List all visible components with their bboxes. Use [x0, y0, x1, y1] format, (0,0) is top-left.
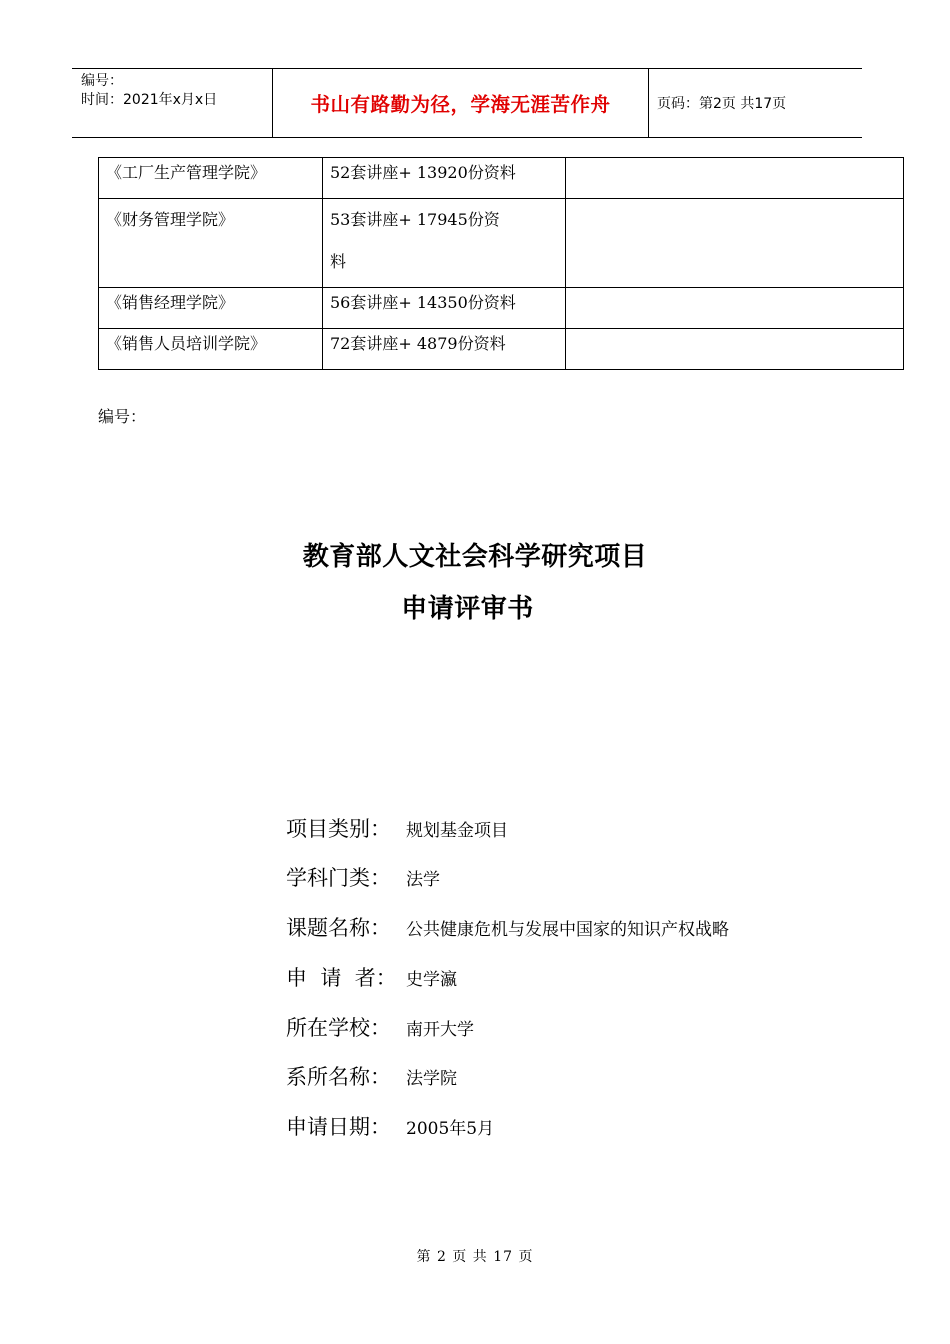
field-discipline: [286, 860, 440, 894]
field-label: 申请日期：: [286, 1115, 391, 1139]
table-cell-extra: [566, 158, 904, 199]
table-cell-content: 52套讲座+ 13920份资料: [323, 158, 566, 199]
table-cell-content: [323, 199, 566, 288]
header-time: 时间：2021年x月x日: [81, 92, 218, 108]
table-cell-content-line: 53套讲座+ 17945份资: [330, 210, 500, 229]
field-label: 申 请 者：: [286, 966, 397, 990]
field-department: [286, 1059, 457, 1093]
table-row: [99, 288, 904, 329]
serial-number-label: 编号：: [98, 407, 147, 426]
table-cell-extra: [566, 329, 904, 370]
field-value: 2005年5月: [406, 1118, 495, 1139]
table-cell-content-line: 料: [330, 252, 347, 271]
field-label: 所在学校：: [286, 1016, 391, 1040]
field-label: 学科门类：: [286, 866, 391, 890]
table-cell-name: 《销售经理学院》: [99, 288, 323, 329]
table-cell-extra: [566, 288, 904, 329]
page-footer: 第 2 页 共 17 页: [416, 1249, 534, 1265]
field-value: 史学瀛: [406, 969, 457, 990]
table-cell-name: 《销售人员培训学院》: [99, 329, 323, 370]
document-subtitle: 申请评审书: [401, 594, 534, 624]
field-application-date: [286, 1109, 494, 1143]
table-cell-extra: [566, 199, 904, 288]
header-meta: [81, 72, 217, 110]
field-value: 法学: [406, 869, 440, 890]
field-value: 南开大学: [406, 1019, 474, 1040]
field-school: [286, 1010, 474, 1044]
table-cell-content: 72套讲座+ 4879份资料: [323, 329, 566, 370]
field-value: 公共健康危机与发展中国家的知识产权战略: [406, 919, 729, 940]
header-motto: 书山有路勤为径，学海无涯苦作舟: [310, 93, 611, 116]
header-page-info: 页码：第2页 共17页: [657, 96, 787, 112]
header-divider: [648, 69, 649, 137]
header-number-label: 编号：: [81, 73, 123, 89]
table-cell-name: 《财务管理学院》: [99, 199, 323, 288]
field-applicant: [286, 960, 457, 994]
table-row: [99, 158, 904, 199]
course-table: [98, 157, 904, 370]
document-title: 教育部人文社会科学研究项目: [302, 542, 648, 572]
field-label: 项目类别：: [286, 817, 391, 841]
field-value: 规划基金项目: [406, 820, 508, 841]
field-label: 课题名称：: [286, 916, 391, 940]
table-row: [99, 329, 904, 370]
table-row: [99, 199, 904, 288]
field-project-category: [286, 811, 508, 845]
table-cell-content: 56套讲座+ 14350份资料: [323, 288, 566, 329]
table-cell-name: 《工厂生产管理学院》: [99, 158, 323, 199]
page-header: [72, 68, 862, 138]
field-label: 系所名称：: [286, 1065, 391, 1089]
field-topic-name: [286, 910, 729, 944]
field-value: 法学院: [406, 1068, 457, 1089]
